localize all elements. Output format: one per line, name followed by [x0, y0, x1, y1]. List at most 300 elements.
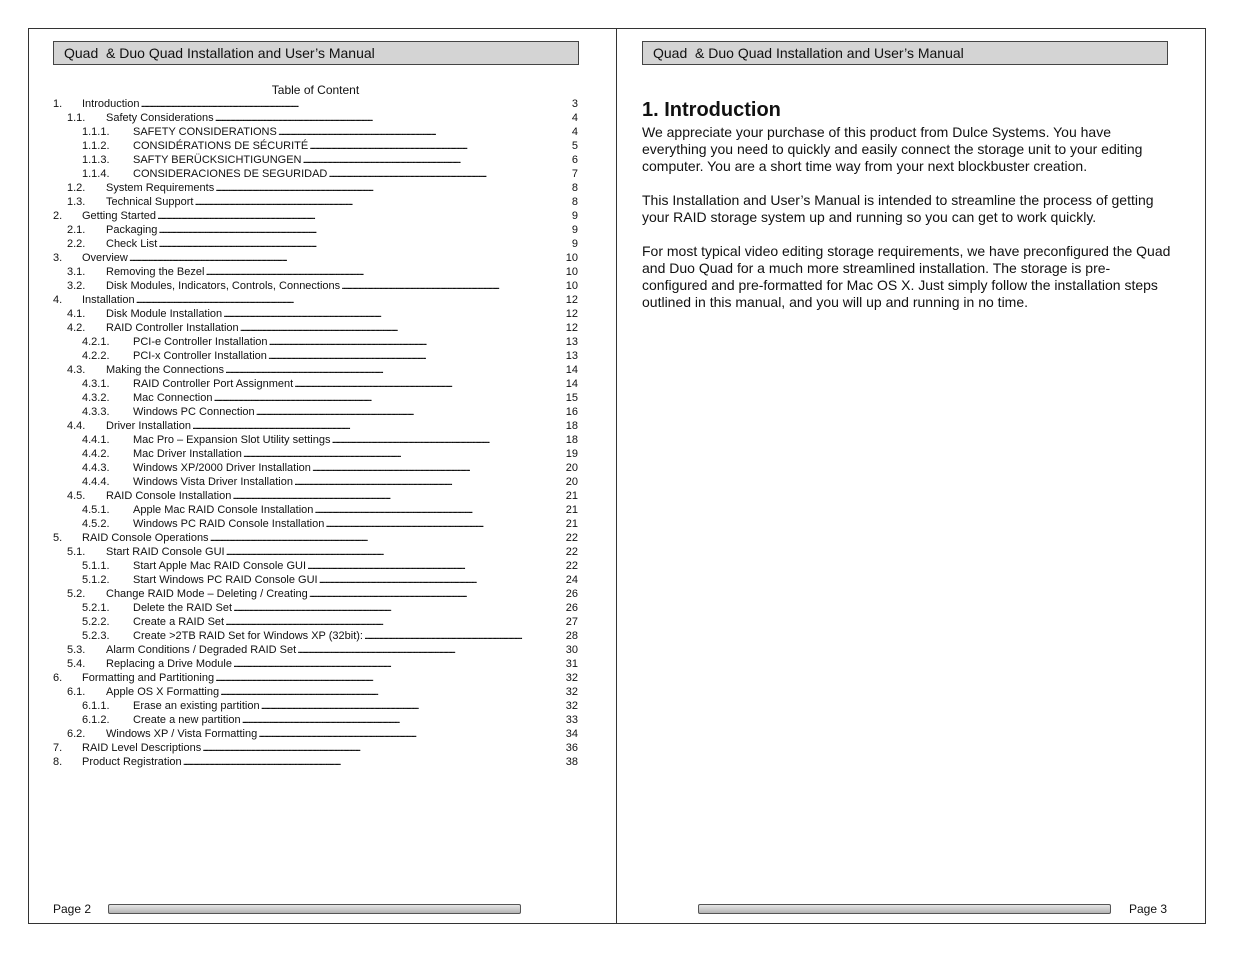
toc-entry[interactable] [53, 601, 578, 615]
section-heading: 1. Introduction [642, 99, 781, 121]
toc-dot-leader [233, 601, 564, 615]
toc-entry-line [82, 671, 578, 685]
toc-entry-number: 4.3.3. [82, 406, 110, 418]
toc-entry-number: 1.1.1. [82, 126, 110, 138]
toc-entry-line [133, 377, 578, 391]
toc-entry-page: 5 [571, 140, 578, 152]
toc-entry[interactable] [53, 111, 578, 125]
toc-title: Table of Content [271, 83, 360, 97]
toc-dot-leader [210, 531, 564, 545]
toc-entry-page: 20 [565, 476, 578, 488]
toc-entry-label: CONSIDERACIONES DE SEGURIDAD [133, 168, 328, 180]
toc-entry-number: 3.2. [67, 280, 86, 292]
toc-entry-label: Formatting and Partitioning [82, 672, 215, 684]
toc-entry-line [133, 405, 578, 419]
toc-entry-page: 18 [565, 420, 578, 432]
toc-entry-page: 3 [571, 98, 578, 110]
toc-entry[interactable] [53, 153, 578, 167]
toc-entry-number: 6.1. [67, 686, 86, 698]
toc-dot-leader [192, 419, 564, 433]
toc-entry-label: Create a RAID Set [133, 616, 225, 628]
toc-entry-page: 15 [565, 392, 578, 404]
toc-entry-line [106, 181, 578, 195]
toc-entry[interactable] [53, 657, 578, 671]
toc-entry[interactable] [53, 433, 578, 447]
toc-entry-number: 6.1.1. [82, 700, 110, 712]
toc-entry-line [106, 489, 578, 503]
toc-entry[interactable] [53, 391, 578, 405]
toc-entry[interactable] [53, 321, 578, 335]
toc-entry-line [106, 321, 578, 335]
toc-entry-label: Product Registration [82, 756, 182, 768]
toc-dot-leader [261, 699, 564, 713]
toc-entry-number: 5.1.1. [82, 560, 110, 572]
toc-dot-leader [158, 237, 570, 251]
toc-entry-line [133, 335, 578, 349]
toc-dot-leader [307, 559, 564, 573]
toc-entry-page: 10 [565, 252, 578, 264]
toc-entry-label: Start Apple Mac RAID Console GUI [133, 560, 307, 572]
toc-entry-number: 8. [53, 756, 63, 768]
toc-entry-label: PCI-e Controller Installation [133, 336, 268, 348]
toc-dot-leader [243, 447, 564, 461]
toc-entry[interactable] [53, 209, 578, 223]
toc-entry-page: 12 [565, 322, 578, 334]
toc-entry-line [133, 559, 578, 573]
toc-entry-line [133, 391, 578, 405]
toc-dot-leader [202, 741, 564, 755]
toc-entry-label: Windows PC RAID Console Installation [133, 518, 325, 530]
toc-entry[interactable] [53, 377, 578, 391]
toc-entry-number: 6. [53, 672, 63, 684]
toc-entry-page: 14 [565, 378, 578, 390]
toc-entry-page: 22 [565, 560, 578, 572]
toc-entry[interactable] [53, 237, 578, 251]
toc-entry-line [82, 531, 578, 545]
left-footer-bar [108, 904, 521, 914]
toc-dot-leader [136, 293, 564, 307]
toc-entry-line [106, 223, 578, 237]
toc-entry-label: Apple OS X Formatting [106, 686, 220, 698]
toc-entry-label: Disk Modules, Indicators, Controls, Connections [106, 280, 341, 292]
toc-entry-line [133, 153, 578, 167]
toc-entry-line [106, 727, 578, 741]
toc-entry[interactable] [53, 643, 578, 657]
toc-dot-leader [325, 517, 563, 531]
toc-dot-leader [319, 573, 564, 587]
toc-entry-label: Introduction [82, 98, 140, 110]
toc-entry-label: RAID Level Descriptions [82, 742, 202, 754]
toc-entry-label: Mac Driver Installation [133, 448, 242, 460]
table-of-contents [53, 97, 578, 769]
toc-entry[interactable] [53, 685, 578, 699]
toc-entry-label: Create >2TB RAID Set for Windows XP (32bit): [133, 630, 363, 642]
toc-entry-page: 26 [565, 588, 578, 600]
toc-entry-page: 36 [565, 742, 578, 754]
toc-entry[interactable] [53, 699, 578, 713]
toc-entry-number: 5.4. [67, 658, 86, 670]
toc-entry-label: PCI-x Controller Installation [133, 350, 267, 362]
toc-entry-number: 4.3. [67, 364, 86, 376]
toc-entry-line [82, 741, 578, 755]
toc-entry-label: Change RAID Mode – Deleting / Creating [106, 588, 308, 600]
toc-entry-label: Replacing a Drive Module [106, 658, 232, 670]
toc-entry-number: 1. [53, 98, 63, 110]
toc-entry-line [133, 503, 578, 517]
toc-entry-line [133, 517, 578, 531]
toc-entry-page: 6 [571, 154, 578, 166]
toc-entry[interactable] [53, 559, 578, 573]
toc-entry-number: 6.2. [67, 728, 86, 740]
toc-entry-page: 32 [565, 672, 578, 684]
toc-entry-label: Disk Module Installation [106, 308, 223, 320]
toc-entry[interactable] [53, 461, 578, 475]
toc-dot-leader [225, 363, 564, 377]
toc-entry[interactable] [53, 503, 578, 517]
toc-entry-page: 28 [565, 630, 578, 642]
toc-entry[interactable] [53, 531, 578, 545]
toc-entry-page: 33 [565, 714, 578, 726]
toc-entry-number: 4.4.1. [82, 434, 110, 446]
toc-entry[interactable] [53, 517, 578, 531]
toc-dot-leader [240, 321, 564, 335]
toc-entry[interactable] [53, 405, 578, 419]
toc-dot-leader [183, 755, 564, 769]
toc-entry-number: 1.3. [67, 196, 86, 208]
toc-entry-page: 21 [565, 504, 578, 516]
toc-entry[interactable] [53, 335, 578, 349]
page-divider [616, 28, 617, 924]
toc-entry-page: 12 [565, 294, 578, 306]
toc-entry-label: Delete the RAID Set [133, 602, 233, 614]
toc-entry-number: 4.2.1. [82, 336, 110, 348]
toc-entry-number: 5.1. [67, 546, 86, 558]
toc-dot-leader [309, 139, 570, 153]
toc-dot-leader [194, 195, 569, 209]
toc-entry-label: CONSIDÉRATIONS DE SÉCURITÉ [133, 140, 309, 152]
toc-entry-number: 4.2. [67, 322, 86, 334]
toc-entry-number: 4.5. [67, 490, 86, 502]
toc-entry[interactable] [53, 181, 578, 195]
toc-entry[interactable] [53, 615, 578, 629]
toc-entry-line [133, 447, 578, 461]
toc-dot-leader [232, 489, 563, 503]
toc-entry-number: 1.1.2. [82, 140, 110, 152]
toc-entry-page: 9 [571, 210, 578, 222]
toc-entry-line [133, 125, 578, 139]
toc-entry-line [82, 293, 578, 307]
toc-entry-number: 4.4. [67, 420, 86, 432]
toc-entry-page: 10 [565, 280, 578, 292]
toc-dot-leader [256, 405, 564, 419]
toc-entry-page: 7 [571, 168, 578, 180]
toc-entry[interactable] [53, 489, 578, 503]
toc-dot-leader [233, 657, 564, 671]
toc-dot-leader [129, 251, 564, 265]
toc-entry-label: Check List [106, 238, 158, 250]
toc-dot-leader [331, 433, 563, 447]
toc-entry-number: 5. [53, 532, 63, 544]
toc-entry-label: Alarm Conditions / Degraded RAID Set [106, 644, 297, 656]
right-page-header: Quad & Duo Quad Installation and User’s Manual [642, 41, 1168, 65]
toc-entry[interactable] [53, 251, 578, 265]
toc-entry-line [106, 265, 578, 279]
toc-entry-line [106, 419, 578, 433]
toc-entry-page: 32 [565, 686, 578, 698]
toc-entry-number: 6.1.2. [82, 714, 110, 726]
toc-dot-leader [269, 335, 564, 349]
toc-dot-leader [215, 671, 564, 685]
toc-entry-line [82, 755, 578, 769]
toc-entry-line [133, 433, 578, 447]
toc-dot-leader [215, 181, 570, 195]
toc-entry[interactable] [53, 167, 578, 181]
toc-entry-number: 1.2. [67, 182, 86, 194]
toc-entry-page: 4 [571, 126, 578, 138]
toc-entry-number: 5.2.2. [82, 616, 110, 628]
toc-entry-label: Start Windows PC RAID Console GUI [133, 574, 318, 586]
toc-entry-label: SAFETY CONSIDERATIONS [133, 126, 277, 138]
toc-entry[interactable] [53, 545, 578, 559]
toc-entry-number: 5.2. [67, 588, 86, 600]
toc-dot-leader [214, 391, 564, 405]
toc-entry-page: 20 [565, 462, 578, 474]
toc-entry-label: Technical Support [106, 196, 194, 208]
toc-entry-number: 5.3. [67, 644, 86, 656]
toc-entry-label: RAID Controller Port Assignment [133, 378, 294, 390]
toc-dot-leader [157, 209, 570, 223]
toc-entry-label: Windows XP / Vista Formatting [106, 728, 258, 740]
toc-entry-page: 34 [565, 728, 578, 740]
toc-entry[interactable] [53, 727, 578, 741]
toc-dot-leader [303, 153, 570, 167]
toc-entry[interactable] [53, 587, 578, 601]
toc-entry-page: 12 [565, 308, 578, 320]
toc-entry-number: 5.2.3. [82, 630, 110, 642]
toc-entry[interactable] [53, 363, 578, 377]
toc-entry[interactable] [53, 265, 578, 279]
toc-entry-label: Erase an existing partition [133, 700, 260, 712]
toc-entry-number: 4. [53, 294, 63, 306]
toc-entry-page: 26 [565, 602, 578, 614]
toc-entry-page: 14 [565, 364, 578, 376]
toc-entry-label: Windows PC Connection [133, 406, 255, 418]
toc-dot-leader [223, 307, 564, 321]
toc-entry-line [133, 461, 578, 475]
toc-entry-number: 4.4.4. [82, 476, 110, 488]
toc-dot-leader [314, 503, 563, 517]
toc-entry-number: 7. [53, 742, 63, 754]
toc-entry[interactable] [53, 139, 578, 153]
toc-entry-number: 4.4.3. [82, 462, 110, 474]
toc-entry-page: 16 [565, 406, 578, 418]
toc-entry-label: RAID Console Installation [106, 490, 232, 502]
toc-dot-leader [225, 615, 564, 629]
toc-entry-label: Windows Vista Driver Installation [133, 476, 293, 488]
toc-entry-line [106, 279, 578, 293]
toc-entry-label: Packaging [106, 224, 158, 236]
toc-entry-line [133, 713, 578, 727]
toc-entry-page: 27 [565, 616, 578, 628]
toc-dot-leader [309, 587, 564, 601]
toc-entry-label: RAID Console Operations [82, 532, 209, 544]
left-page-header: Quad & Duo Quad Installation and User’s Manual [53, 41, 579, 65]
toc-entry-label: System Requirements [106, 182, 215, 194]
toc-entry[interactable] [53, 125, 578, 139]
toc-dot-leader [312, 461, 564, 475]
toc-entry-line [106, 237, 578, 251]
toc-entry-page: 10 [565, 266, 578, 278]
toc-entry-page: 8 [571, 196, 578, 208]
intro-paragraph-2: This Installation and User’s Manual is intended to streamline the process of getting your RAID storage system up and running so you can get to work quickly. [642, 192, 1154, 225]
toc-entry-page: 4 [571, 112, 578, 124]
toc-dot-leader [294, 475, 564, 489]
toc-entry[interactable] [53, 279, 578, 293]
toc-entry-label: Overview [82, 252, 128, 264]
toc-entry-number: 1.1. [67, 112, 86, 124]
toc-entry-page: 13 [565, 350, 578, 362]
right-footer-bar [698, 904, 1111, 914]
toc-entry[interactable] [53, 741, 578, 755]
toc-entry[interactable] [53, 293, 578, 307]
toc-entry-page: 24 [565, 574, 578, 586]
toc-entry-line [133, 629, 578, 643]
toc-entry[interactable] [53, 447, 578, 461]
toc-entry-line [106, 195, 578, 209]
toc-entry[interactable] [53, 307, 578, 321]
toc-entry-label: Windows XP/2000 Driver Installation [133, 462, 311, 474]
toc-dot-leader [364, 629, 564, 643]
toc-dot-leader [220, 685, 564, 699]
toc-entry-line [106, 643, 578, 657]
toc-entry-number: 4.5.2. [82, 518, 110, 530]
toc-entry-page: 9 [571, 238, 578, 250]
toc-entry-page: 18 [565, 434, 578, 446]
toc-entry[interactable] [53, 349, 578, 363]
toc-dot-leader [258, 727, 564, 741]
toc-entry-line [133, 167, 578, 181]
toc-entry-label: RAID Controller Installation [106, 322, 239, 334]
toc-entry-line [106, 657, 578, 671]
toc-entry-page: 38 [565, 756, 578, 768]
toc-entry-number: 5.2.1. [82, 602, 110, 614]
toc-entry-number: 4.5.1. [82, 504, 110, 516]
intro-paragraph-3: For most typical video editing storage requirements, we have preconfigured the Quad and Duo Quad for a much more streamlined installation. The storage is pre-configured and pre-formatted for Mac OS X. Just simply follow the installation steps outlined in this manual, and you will up and running in no time. [642, 243, 1171, 310]
toc-entry-label: Start RAID Console GUI [106, 546, 225, 558]
toc-entry-line [106, 307, 578, 321]
toc-entry-number: 3. [53, 252, 63, 264]
toc-entry-number: 2.1. [67, 224, 86, 236]
toc-entry[interactable] [53, 713, 578, 727]
toc-entry-number: 1.1.3. [82, 154, 110, 166]
toc-dot-leader [226, 545, 564, 559]
toc-dot-leader [140, 97, 569, 111]
toc-entry-label: Apple Mac RAID Console Installation [133, 504, 314, 516]
toc-dot-leader [297, 643, 564, 657]
intro-paragraph-1: We appreciate your purchase of this product from Dulce Systems. You have everything you need to quickly and easily connect the storage unit to your editing computer. You are a short time way from your next blockbuster creation. [642, 124, 1143, 174]
left-page-number: Page 2 [53, 902, 92, 916]
toc-entry-number: 4.4.2. [82, 448, 110, 460]
toc-entry-page: 22 [565, 546, 578, 558]
toc-entry-line [106, 111, 578, 125]
toc-dot-leader [268, 349, 564, 363]
toc-entry-number: 4.1. [67, 308, 86, 320]
toc-entry-page: 32 [565, 700, 578, 712]
toc-entry-number: 5.1.2. [82, 574, 110, 586]
toc-dot-leader [215, 111, 570, 125]
toc-entry-line [82, 251, 578, 265]
toc-entry-number: 1.1.4. [82, 168, 110, 180]
toc-entry-number: 3.1. [67, 266, 86, 278]
toc-entry-label: Removing the Bezel [106, 266, 205, 278]
toc-entry-label: Mac Pro – Expansion Slot Utility settings [133, 434, 331, 446]
toc-entry-line [106, 685, 578, 699]
toc-entry[interactable] [53, 573, 578, 587]
toc-entry-line [82, 97, 578, 111]
toc-dot-leader [328, 167, 570, 181]
toc-entry-label: Mac Connection [133, 392, 213, 404]
toc-entry-page: 22 [565, 532, 578, 544]
toc-dot-leader [242, 713, 564, 727]
toc-entry-line [82, 209, 578, 223]
toc-dot-leader [341, 279, 564, 293]
toc-entry-label: Getting Started [82, 210, 156, 222]
toc-entry-label: Create a new partition [133, 714, 241, 726]
toc-entry[interactable] [53, 97, 578, 111]
toc-dot-leader [278, 125, 570, 139]
toc-entry[interactable] [53, 475, 578, 489]
toc-entry-line [133, 601, 578, 615]
toc-entry-page: 21 [565, 490, 578, 502]
toc-entry-label: Driver Installation [106, 420, 191, 432]
toc-dot-leader [294, 377, 564, 391]
introduction-body [642, 124, 1172, 328]
toc-dot-leader [205, 265, 563, 279]
toc-entry[interactable] [53, 629, 578, 643]
toc-entry-page: 30 [565, 644, 578, 656]
toc-entry-line [133, 615, 578, 629]
toc-entry-line [133, 349, 578, 363]
toc-entry-label: Safety Considerations [106, 112, 214, 124]
toc-entry-page: 13 [565, 336, 578, 348]
toc-entry-page: 19 [565, 448, 578, 460]
toc-entry-number: 4.3.1. [82, 378, 110, 390]
toc-entry-number: 2. [53, 210, 63, 222]
toc-entry-line [133, 699, 578, 713]
toc-entry-line [133, 475, 578, 489]
toc-entry-line [106, 545, 578, 559]
right-page-number: Page 3 [1129, 902, 1168, 916]
toc-entry[interactable] [53, 755, 578, 769]
toc-entry-number: 2.2. [67, 238, 86, 250]
toc-entry-number: 4.2.2. [82, 350, 110, 362]
toc-entry-line [133, 573, 578, 587]
toc-entry[interactable] [53, 419, 578, 433]
toc-entry[interactable] [53, 195, 578, 209]
toc-entry-page: 21 [565, 518, 578, 530]
toc-entry[interactable] [53, 671, 578, 685]
toc-entry-page: 9 [571, 224, 578, 236]
toc-entry-page: 31 [565, 658, 578, 670]
toc-dot-leader [158, 223, 570, 237]
toc-entry-line [106, 363, 578, 377]
toc-entry-line [106, 587, 578, 601]
toc-entry-label: Making the Connections [106, 364, 225, 376]
toc-entry-label: SAFTY BERÜCKSICHTIGUNGEN [133, 154, 302, 166]
toc-entry[interactable] [53, 223, 578, 237]
toc-entry-label: Installation [82, 294, 135, 306]
toc-entry-number: 4.3.2. [82, 392, 110, 404]
